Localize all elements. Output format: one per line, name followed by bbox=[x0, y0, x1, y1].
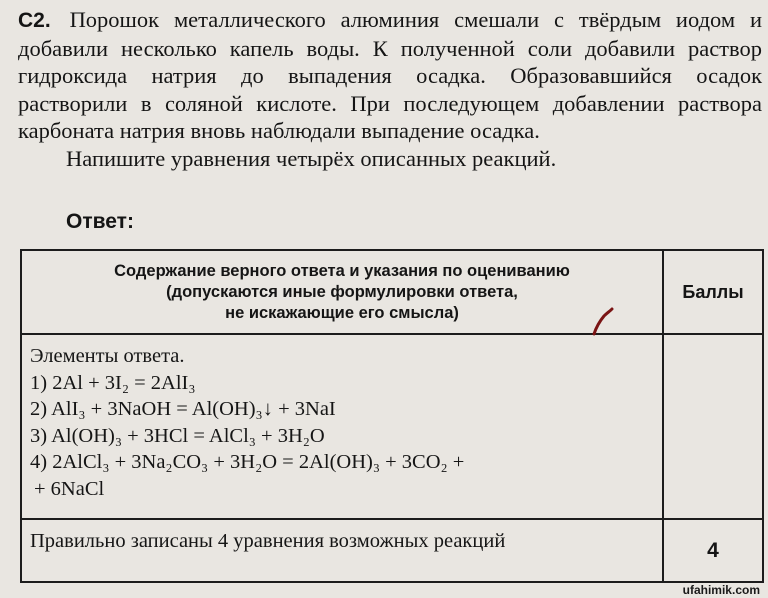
answer-table bbox=[20, 249, 764, 583]
answer-label: Ответ: bbox=[66, 210, 134, 233]
criterion-cell: Правильно записаны 4 уравнения возможных реакций bbox=[21, 519, 663, 582]
equation-3: 3) Al(OH)₃ + 3HCl = AlCl₃ + 3H₂O bbox=[30, 424, 325, 447]
problem-task: Напишите уравнения четырёх описанных реакций. bbox=[66, 145, 557, 171]
equation-1: 1) 2Al + 3I₂ = 2AlI₃ bbox=[30, 371, 196, 394]
content-header bbox=[21, 250, 663, 334]
problem-statement bbox=[18, 6, 762, 173]
content-header-line1: Содержание верного ответа и указания по оцениванию bbox=[114, 262, 570, 280]
score-header: Баллы bbox=[663, 250, 763, 334]
answer-elements-score-cell bbox=[663, 334, 763, 519]
equation-4-line2: + 6NaCl bbox=[34, 477, 105, 500]
elements-label: Элементы ответа. bbox=[30, 345, 185, 367]
table-row bbox=[21, 334, 763, 519]
table-row bbox=[21, 519, 763, 582]
content-header-line2: (допускаются иные формулировки ответа, bbox=[166, 283, 518, 301]
watermark: ufahimik.com bbox=[682, 583, 760, 597]
equation-4-line1: 4) 2AlCl₃ + 3Na₂CO₃ + 3H₂O = 2Al(OH)₃ + 3CO₂ + bbox=[30, 451, 465, 473]
table-header-row bbox=[21, 250, 763, 334]
content-header-line3: не искажающие его смысла) bbox=[225, 304, 459, 322]
pen-tick-mark bbox=[590, 306, 614, 336]
problem-number: С2. bbox=[18, 9, 51, 32]
answer-elements-cell bbox=[21, 334, 663, 519]
problem-text: Порошок металлического алюминия смешали с твёрдым иодом и добавили несколько капель воды. К полученной соли добавили раствор гидроксида натрия до выпадения осадка. Образовавшийся осадок растворили в соляной кислоте. При последующем добавлении раствора карбоната натрия вновь наблюдали выпадение осадка. bbox=[18, 7, 762, 144]
criterion-score: 4 bbox=[663, 519, 763, 582]
equation-2: 2) AlI₃ + 3NaOH = Al(OH)₃↓ + 3NaI bbox=[30, 398, 336, 420]
